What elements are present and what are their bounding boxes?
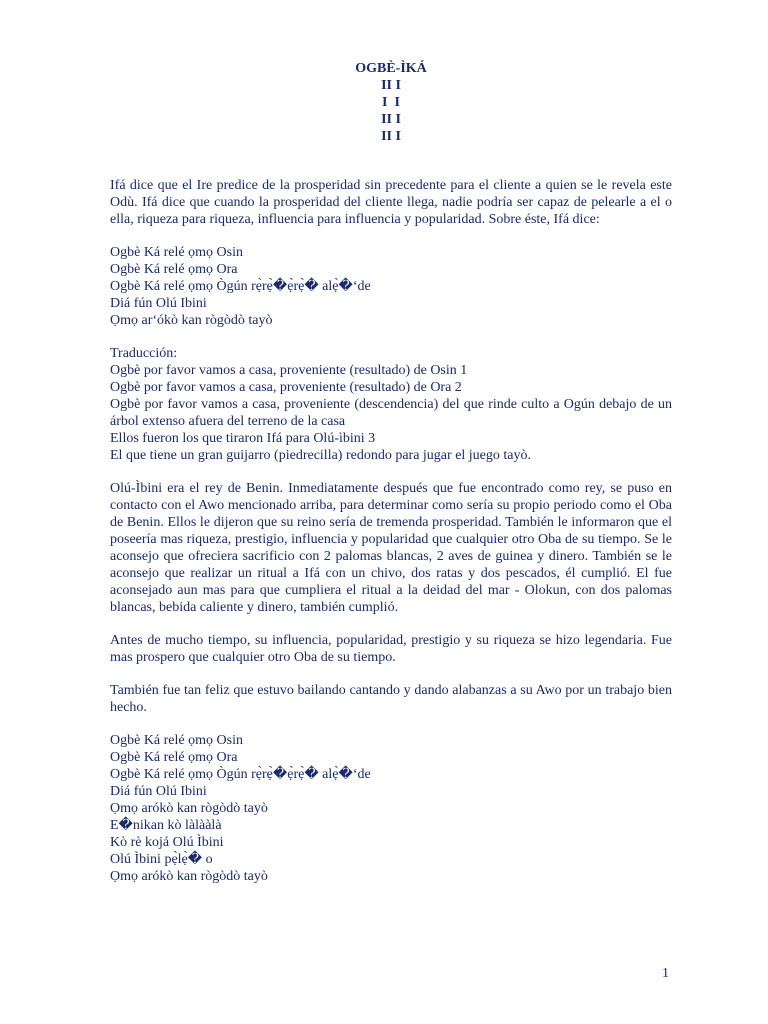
chant-line: E�nikan kò làlààlà <box>110 818 222 833</box>
story-paragraph: Olú-Ìbini era el rey de Benin. Inmediatamente después que fue encontrado como rey, se puso en contacto con el Awo mencionado arriba, para determinar como sería su propio periodo como el Oba de Benin. Ellos le dijeron que su reino sería de tremenda prosperidad. También le informaron que el poseería mas riqueza, prestigio, influencia y popularidad que cualquier otro Oba de su tiempo. Se le aconsejo que ofreciera sacrificio con 2 palomas blancas, 2 aves de guinea y dinero. También se le aconsejo que realizar un ritual a Ifá con un chivo, dos ratas y dos pescados, él cumplió. El fue aconsejado aun mas para que cumpliera el ritual a la deidad del mar - Olokun, con dos palomas blancas, bebida caliente y dinero, también cumplió. <box>110 481 672 615</box>
translation-line: Ogbè por favor vamos a casa, proveniente (resultado) de Osin 1 <box>110 363 468 378</box>
chant-line: Ogbè Ká relé ọmọ Ògún rẹ̀rẹ̀�ẹ̀rẹ̀� alẹ̀�‘de <box>110 767 371 782</box>
chant-line: Diá fún Olú Ibini <box>110 296 207 311</box>
chant-line: Ogbè Ká relé ọmọ Ora <box>110 262 238 277</box>
chant-verse-2 <box>110 732 672 885</box>
chant-line: Ọmọ arókò kan rògòdò tayò <box>110 869 268 884</box>
translation-line: El que tiene un gran guijarro (piedrecilla) redondo para jugar el juego tayò. <box>110 448 531 463</box>
odu-title: OGBÈ-ÌKÁ <box>355 61 427 76</box>
chant-line: Ọmọ ar‘ókò kan rògòdò tayò <box>110 313 273 328</box>
chant-line: Ogbè Ká relé ọmọ Ora <box>110 750 238 765</box>
odu-mark-1: II I <box>381 78 401 93</box>
translation-heading: Traducción: <box>110 346 178 361</box>
odu-mark-2: I I <box>382 95 400 110</box>
odu-mark-4: II I <box>381 129 401 144</box>
intro-paragraph: Ifá dice que el Ire predice de la prosperidad sin precedente para el cliente a quien se le revela este Odù. Ifá dice que cuando la prosperidad del cliente llega, nadie podría ser capaz de pelearle a el o ella, riqueza para riqueza, influencia para influencia y popularidad. Sobre éste, Ifá dice: <box>110 178 672 227</box>
outcome-paragraph: Antes de mucho tiempo, su influencia, popularidad, prestigio y su riqueza se hizo legendaria. Fue mas prospero que cualquier otro Oba de su tiempo. <box>110 633 672 665</box>
chant-verse-1 <box>110 244 672 329</box>
odu-mark-3: II I <box>381 112 401 127</box>
translation-line: Ogbè por favor vamos a casa, proveniente (descendencia) del que rinde culto a Ogún debajo de un árbol extenso afuera del terreno de la casa <box>110 397 672 429</box>
document-body <box>110 177 672 901</box>
title-block <box>0 60 768 145</box>
chant-line: Kò rè kojá Olú Ìbini <box>110 835 224 850</box>
chant-line: Olú Ìbini pẹ̀lẹ̀� o <box>110 852 213 867</box>
chant-line: Diá fún Olú Ibini <box>110 784 207 799</box>
translation-line: Ellos fueron los que tiraron Ifá para Olú-ìbini 3 <box>110 431 376 446</box>
chant-line: Ogbè Ká relé ọmọ Osin <box>110 245 243 260</box>
page-number: 1 <box>662 966 669 981</box>
chant-line: Ọmọ arókò kan rògòdò tayò <box>110 801 268 816</box>
translation-line: Ogbè por favor vamos a casa, proveniente (resultado) de Ora 2 <box>110 380 462 395</box>
translation-block <box>110 345 672 464</box>
celebration-paragraph: También fue tan feliz que estuvo bailando cantando y dando alabanzas a su Awo por un trabajo bien hecho. <box>110 683 672 715</box>
chant-line: Ogbè Ká relé ọmọ Ògún rẹ̀rẹ̀�ẹ̀rẹ̀� alẹ̀�‘de <box>110 279 371 294</box>
chant-line: Ogbè Ká relé ọmọ Osin <box>110 733 243 748</box>
